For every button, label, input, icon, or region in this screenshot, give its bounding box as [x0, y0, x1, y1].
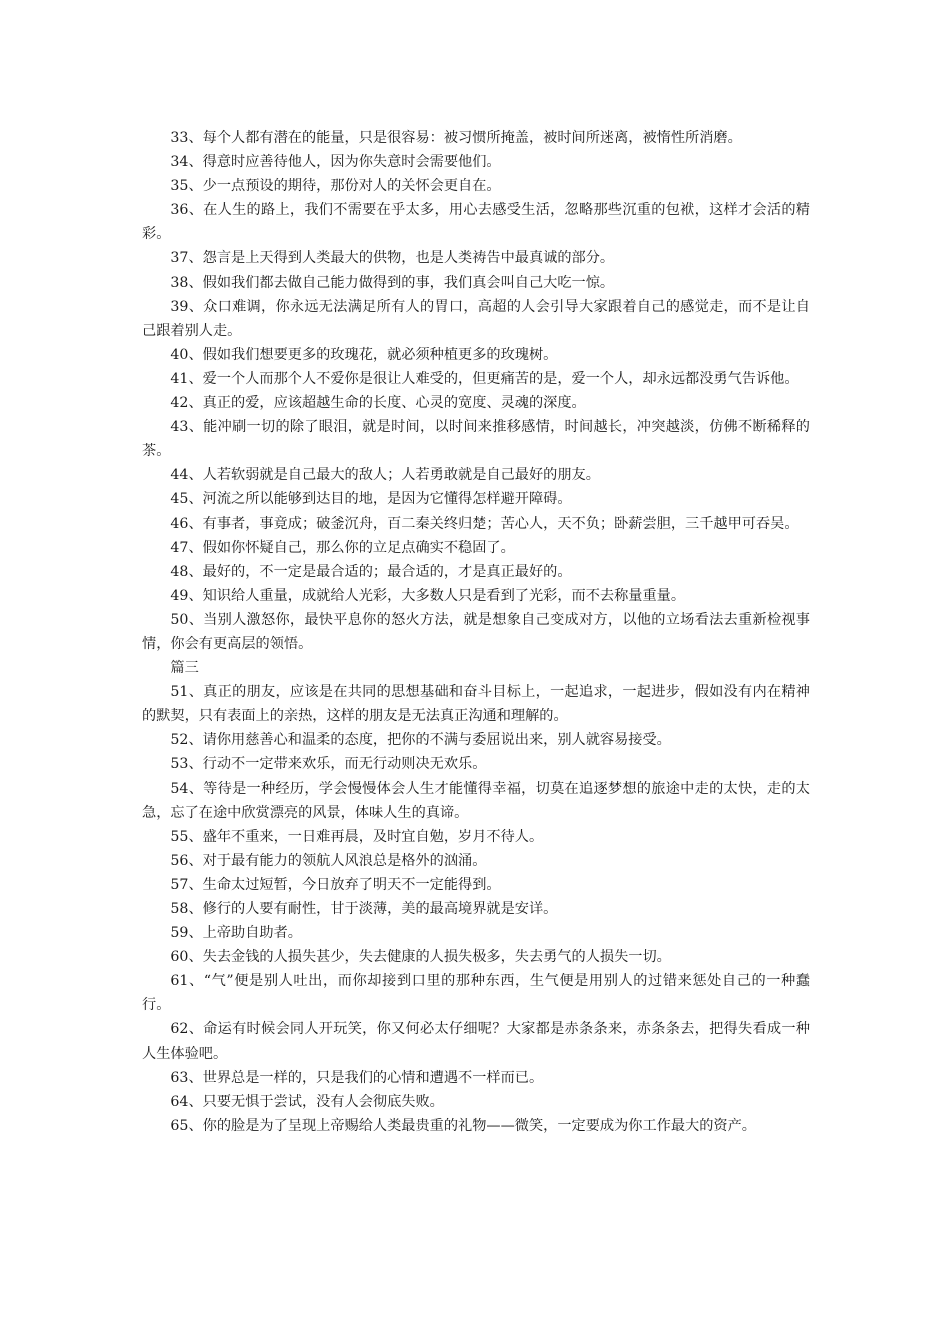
paragraph-55: 55、盛年不重来，一日难再晨，及时宜自勉，岁月不待人。: [170, 828, 544, 845]
paragraph-53: 53、行动不一定带来欢乐，而无行动则决无欢乐。: [170, 756, 487, 773]
paragraph-33: 33、每个人都有潜在的能量，只是很容易：被习惯所掩盖，被时间所迷离，被惰性所消磨。: [170, 130, 742, 146]
paragraph-34: 34、得意时应善待他人，因为你失意时会需要他们。: [170, 154, 501, 171]
paragraph-51: 51、真正的朋友，应该是在共同的思想基础和奋斗目标上，一起追求，一起进步，假如没有内在精神的默契，只有表面上的亲热，这样的朋友是无法真正沟通和理解的。: [142, 684, 810, 725]
paragraph-54: 54、等待是一种经历，学会慢慢体会人生才能懂得幸福，切莫在追逐梦想的旅途中走的太快，走的太急，忘了在途中欣赏漂亮的风景，体味人生的真谛。: [142, 780, 810, 821]
paragraph-36: 36、在人生的路上，我们不需要在乎太多，用心去感受生活，忽略那些沉重的包袱，这样才会活的精彩。: [142, 202, 810, 243]
paragraph-48: 48、最好的，不一定是最合适的；最合适的，才是真正最好的。: [170, 563, 572, 580]
paragraph-61: 61、“气”便是别人吐出，而你却接到口里的那种东西，生气便是用别人的过错来惩处自己的一种蠢行。: [142, 973, 810, 1014]
paragraph-65: 65、你的脸是为了呈现上帝赐给人类最贵重的礼物——微笑，一定要成为你工作最大的资产。: [170, 1117, 756, 1134]
paragraph-63: 63、世界总是一样的，只是我们的心情和遭遇不一样而已。: [170, 1069, 544, 1086]
paragraph-40: 40、假如我们想要更多的玫瑰花，就必须种植更多的玫瑰树。: [170, 346, 558, 363]
paragraph-39: 39、众口难调，你永远无法满足所有人的胃口，高超的人会引导大家跟着自己的感觉走，而不是让自己跟着别人走。: [142, 298, 810, 339]
paragraph-60: 60、失去金钱的人损失甚少，失去健康的人损失极多，失去勇气的人损失一切。: [170, 949, 671, 966]
paragraph-62: 62、命运有时候会同人开玩笑，你又何必太仔细呢？大家都是赤条条来，赤条条去，把得失看成一种人生体验吧。: [142, 1021, 810, 1062]
paragraph-49: 49、知识给人重量，成就给人光彩，大多数人只是看到了光彩，而不去称量重量。: [170, 587, 686, 604]
paragraph-58: 58、修行的人要有耐性，甘于淡薄，美的最高境界就是安详。: [170, 901, 558, 917]
paragraph-42: 42、真正的爱，应该超越生命的长度、心灵的宽度、灵魂的深度。: [170, 395, 586, 412]
paragraph-41: 41、爱一个人而那个人不爱你是很让人难受的，但更痛苦的是，爱一个人，却永远都没勇气告诉他。: [170, 370, 799, 387]
paragraph-43: 43、能冲刷一切的除了眼泪，就是时间，以时间来推移感情，时间越长，冲突越淡，仿佛不断稀释的茶。: [142, 419, 810, 460]
paragraph-59: 59、上帝助自助者。: [170, 925, 302, 942]
paragraph-44: 44、人若软弱就是自己最大的敌人；人若勇敢就是自己最好的朋友。: [170, 467, 600, 484]
paragraph-47: 47、假如你怀疑自己，那么你的立足点确实不稳固了。: [170, 539, 515, 556]
paragraph-50: 50、当别人激怒你，最快平息你的怒火方法，就是想象自己变成对方，以他的立场看法去重新检视事情，你会有更高层的领悟。: [142, 611, 810, 652]
paragraph-38: 38、假如我们都去做自己能力做得到的事，我们真会叫自己大吃一惊。: [170, 274, 615, 291]
paragraph-45: 45、河流之所以能够到达目的地，是因为它懂得怎样避开障碍。: [170, 491, 572, 508]
paragraph-35: 35、少一点预设的期待，那份对人的关怀会更自在。: [170, 178, 501, 195]
paragraph-56: 56、对于最有能力的领航人风浪总是格外的汹涌。: [170, 852, 487, 869]
document-page: [142, 126, 810, 1138]
paragraph-57: 57、生命太过短暂，今日放弃了明天不一定能得到。: [170, 876, 501, 893]
paragraph-52: 52、请你用慈善心和温柔的态度，把你的不满与委屈说出来，别人就容易接受。: [170, 732, 671, 749]
section-heading: 篇三: [170, 660, 199, 677]
paragraph-64: 64、只要无惧于尝试，没有人会彻底失败。: [170, 1093, 444, 1110]
paragraph-46: 46、有事者，事竟成；破釜沉舟，百二秦关终归楚；苦心人，天不负；卧薪尝胆，三千越甲可吞吴。: [170, 515, 799, 532]
paragraph-37: 37、怨言是上天得到人类最大的供物，也是人类祷告中最真诚的部分。: [170, 250, 615, 267]
